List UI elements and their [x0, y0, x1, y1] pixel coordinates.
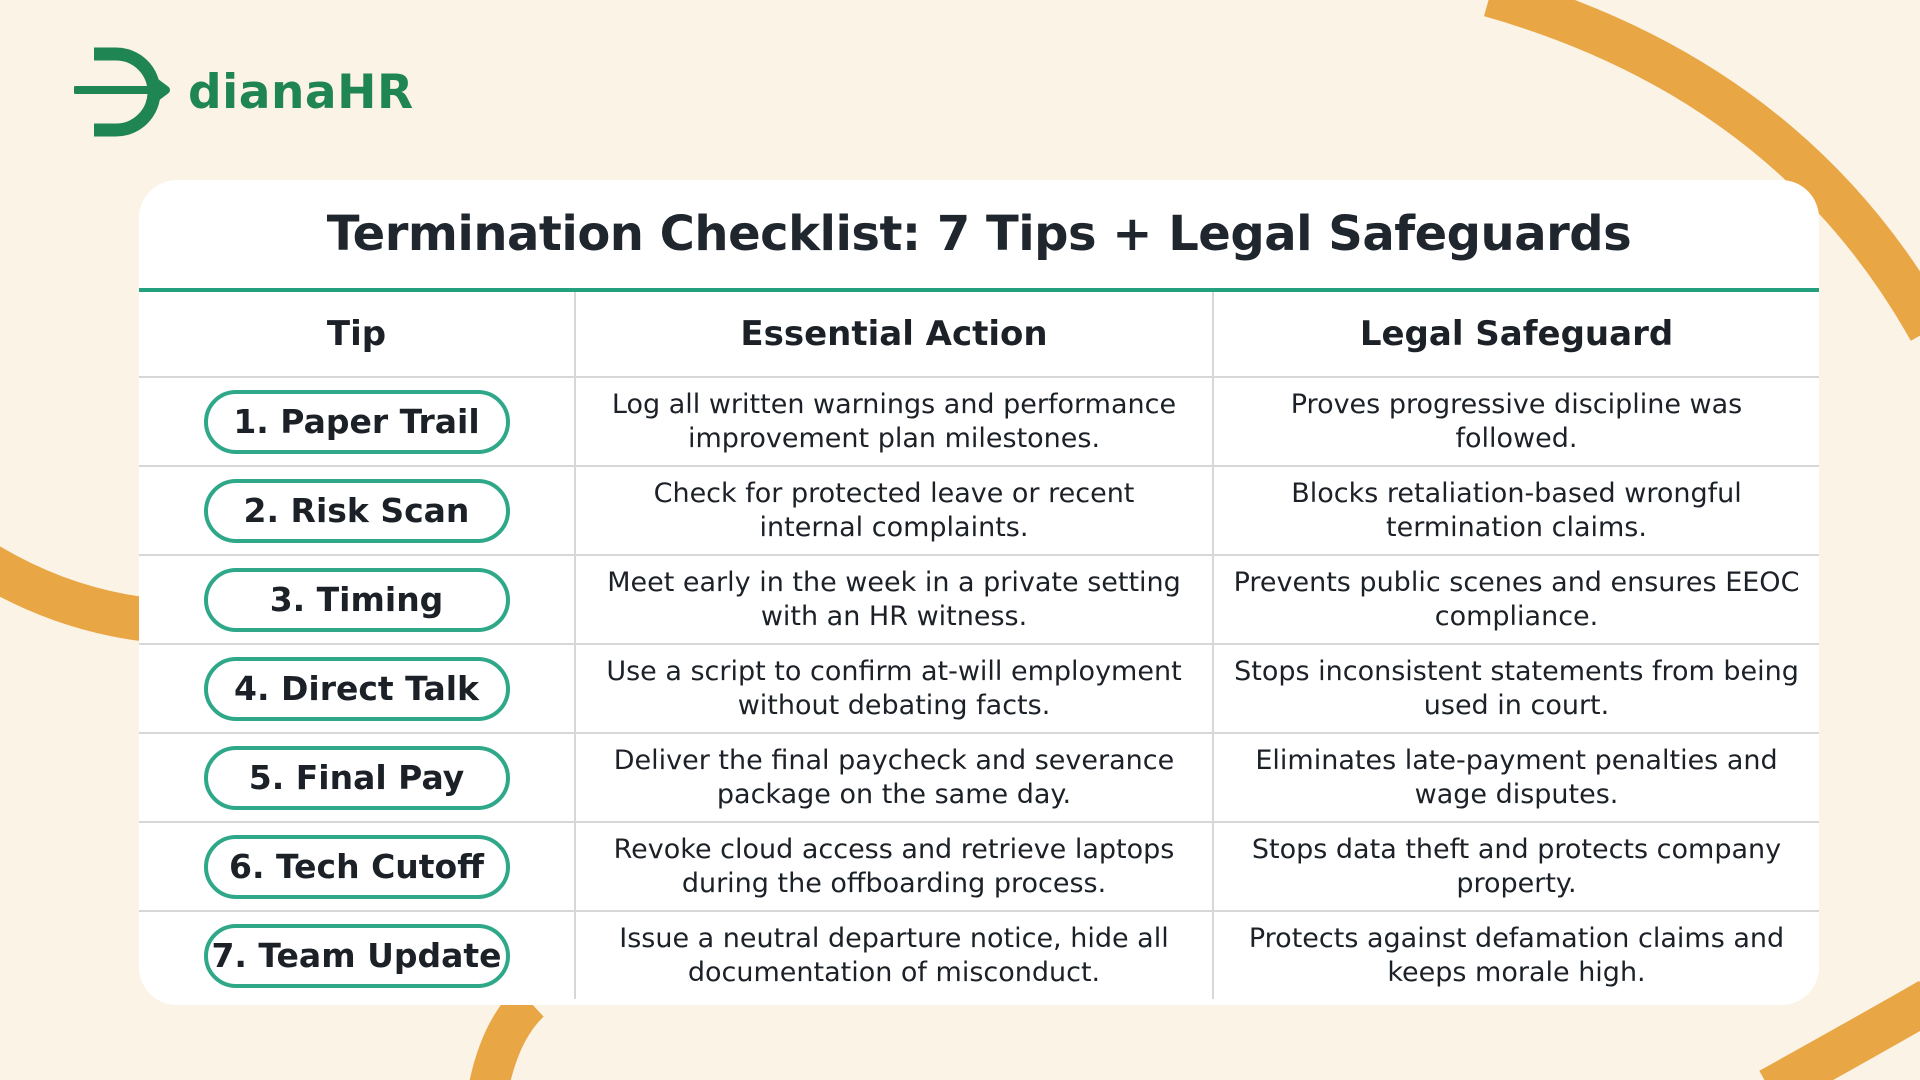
safeguard-text: Blocks retaliation-based wrongful termination claims.: [1291, 477, 1742, 543]
brand-logo[interactable]: [74, 46, 414, 138]
table-row: [139, 911, 1819, 999]
action-cell: [575, 555, 1213, 644]
safeguard-cell: [1213, 733, 1819, 822]
safeguard-text: Proves progressive discipline was followed.: [1290, 388, 1743, 454]
tip-cell: [139, 555, 575, 644]
safeguard-text: Eliminates late-payment penalties and wage disputes.: [1255, 744, 1778, 810]
table-row: [139, 644, 1819, 733]
safeguard-cell: [1213, 377, 1819, 466]
action-cell: [575, 644, 1213, 733]
action-text: Revoke cloud access and retrieve laptops during the offboarding process.: [613, 833, 1175, 899]
action-text: Log all written warnings and performance improvement plan milestones.: [611, 388, 1177, 454]
tip-pill: 5. Final Pay: [204, 746, 510, 810]
action-text: Check for protected leave or recent internal complaints.: [653, 477, 1135, 543]
tip-cell: [139, 733, 575, 822]
action-cell: [575, 911, 1213, 999]
safeguard-cell: [1213, 911, 1819, 999]
column-header-legal-safeguard: Legal Safeguard: [1213, 292, 1819, 377]
table-row: [139, 822, 1819, 911]
checklist-table: [139, 292, 1819, 999]
safeguard-cell: [1213, 466, 1819, 555]
action-cell: [575, 733, 1213, 822]
table-row: [139, 377, 1819, 466]
action-cell: [575, 377, 1213, 466]
action-text: Meet early in the week in a private setting with an HR witness.: [607, 566, 1181, 632]
table-row: [139, 466, 1819, 555]
table-row: [139, 555, 1819, 644]
table-header-row: [139, 292, 1819, 377]
action-text: Issue a neutral departure notice, hide all documentation of misconduct.: [619, 922, 1169, 988]
safeguard-text: Prevents public scenes and ensures EEOC compliance.: [1233, 566, 1800, 632]
tip-pill: 1. Paper Trail: [204, 390, 510, 454]
safeguard-cell: [1213, 822, 1819, 911]
column-header-tip: Tip: [139, 292, 575, 377]
safeguard-cell: [1213, 644, 1819, 733]
bottom-right-arc: [1770, 1000, 1920, 1080]
tip-cell: [139, 466, 575, 555]
tip-pill: 6. Tech Cutoff: [204, 835, 510, 899]
left-arc: [0, 560, 150, 620]
tip-cell: [139, 911, 575, 999]
safeguard-cell: [1213, 555, 1819, 644]
safeguard-text: Stops data theft and protects company property.: [1251, 833, 1782, 899]
brand-name: dianaHR: [188, 64, 414, 120]
tip-pill: 7. Team Update: [204, 924, 510, 988]
action-text: Use a script to confirm at-will employment without debating facts.: [606, 655, 1182, 721]
bottom-left-arc: [488, 1002, 530, 1080]
tip-pill: 3. Timing: [204, 568, 510, 632]
action-text: Deliver the final paycheck and severance package on the same day.: [613, 744, 1175, 810]
tip-cell: [139, 377, 575, 466]
tip-pill: 4. Direct Talk: [204, 657, 510, 721]
tip-pill: 2. Risk Scan: [204, 479, 510, 543]
action-cell: [575, 466, 1213, 555]
tip-cell: [139, 822, 575, 911]
action-cell: [575, 822, 1213, 911]
page-title: Termination Checklist: 7 Tips + Legal Safeguards: [326, 206, 1632, 262]
column-header-essential-action: Essential Action: [575, 292, 1213, 377]
table-row: [139, 733, 1819, 822]
safeguard-text: Stops inconsistent statements from being used in court.: [1234, 655, 1799, 721]
d-arrow-logo-icon: [74, 46, 174, 138]
tip-cell: [139, 644, 575, 733]
safeguard-text: Protects against defamation claims and keeps morale high.: [1248, 922, 1785, 988]
checklist-card: [139, 180, 1819, 1005]
